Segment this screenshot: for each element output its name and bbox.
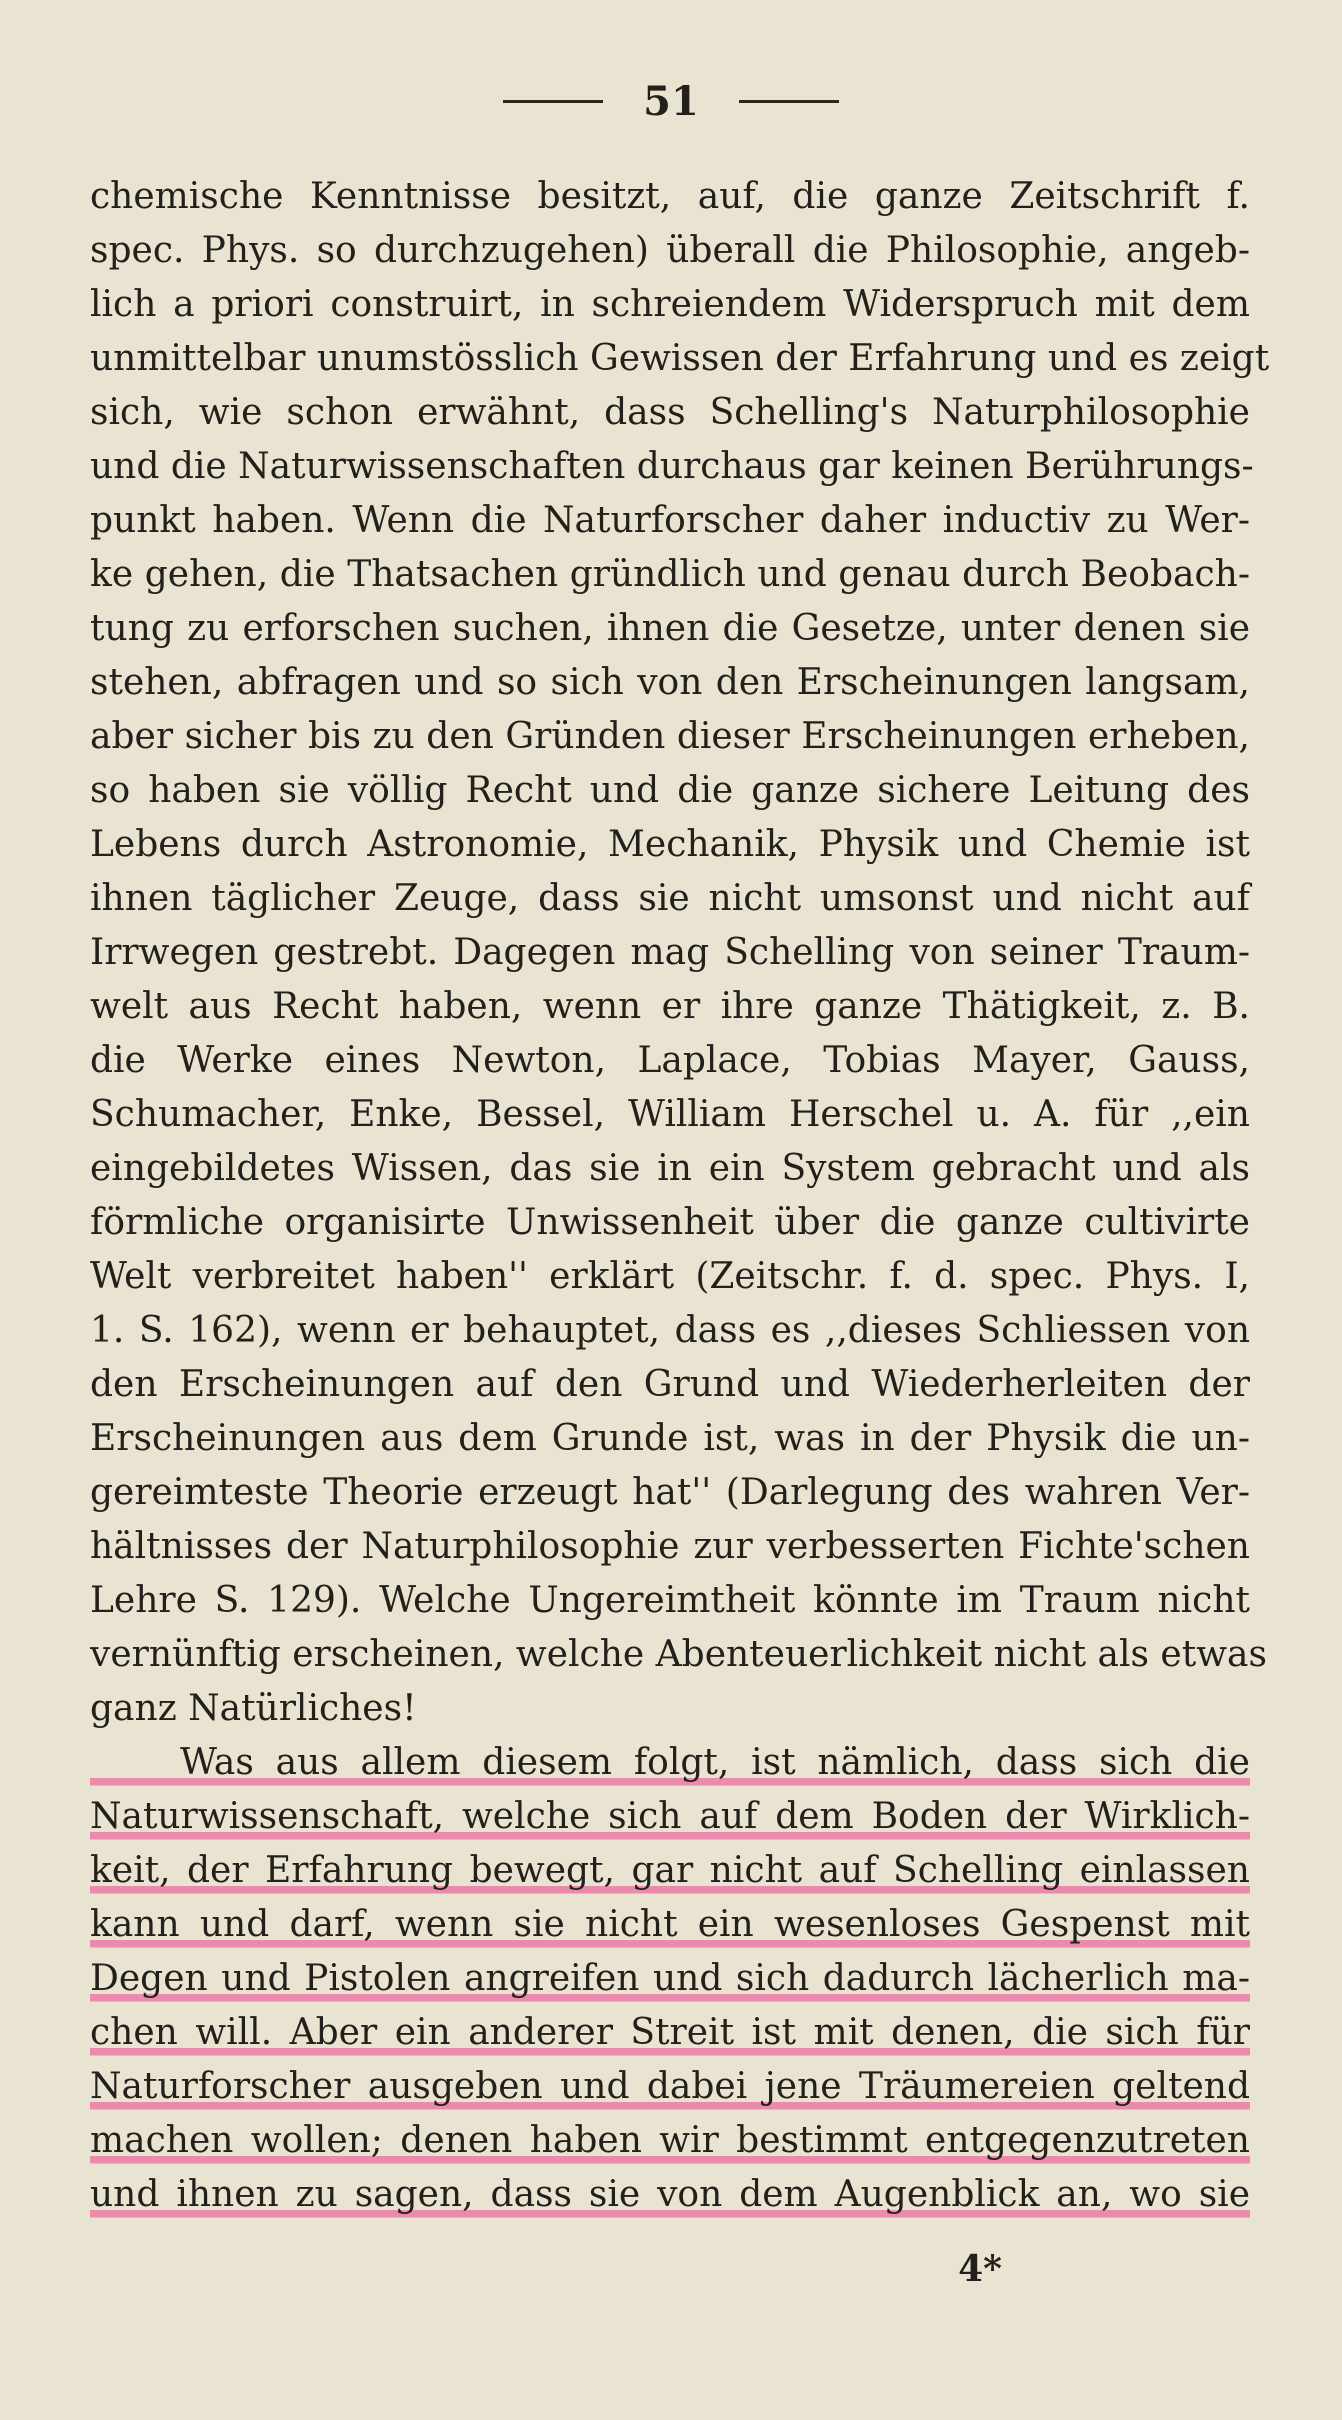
text-line: ihnen täglicher Zeuge, dass sie nicht umsonst und nicht auf <box>90 878 1250 919</box>
text-line: welt aus Recht haben, wenn er ihre ganze Thätigkeit, z. B. <box>90 986 1250 1027</box>
header-rule-left <box>503 100 603 103</box>
text-line: stehen, abfragen und so sich von den Erscheinungen langsam, <box>90 662 1250 703</box>
text-line: Lebens durch Astronomie, Mechanik, Physik und Chemie ist <box>90 824 1250 865</box>
text-line: Welt verbreitet haben'' erklärt (Zeitschr. f. d. spec. Phys. I, <box>90 1256 1250 1297</box>
text-line: Lehre S. 129). Welche Ungereimtheit könnte im Traum nicht <box>90 1580 1250 1621</box>
highlighted-line: Naturwissenschaft, welche sich auf dem Boden der Wirklich- <box>90 1790 1250 1844</box>
page-number: 51 <box>643 78 699 125</box>
highlighted-line: Naturforscher ausgeben und dabei jene Träumereien geltend <box>90 2060 1250 2114</box>
page-header <box>0 78 1342 125</box>
text-line: so haben sie völlig Recht und die ganze sichere Leitung des <box>90 770 1250 811</box>
text-line: 1. S. 162), wenn er behauptet, dass es ,,dieses Schliessen von <box>90 1310 1250 1351</box>
text-line: den Erscheinungen auf den Grund und Wiederherleiten der <box>90 1364 1250 1405</box>
text-line: eingebildetes Wissen, das sie in ein System gebracht und als <box>90 1148 1250 1189</box>
highlighted-line: kann und darf, wenn sie nicht ein wesenloses Gespenst mit <box>90 1898 1250 1952</box>
text-line: chemische Kenntnisse besitzt, auf, die ganze Zeitschrift f. <box>90 176 1250 217</box>
signature-mark: 4* <box>958 2248 1002 2290</box>
text-line: spec. Phys. so durchzugehen) überall die Philosophie, angeb- <box>90 230 1250 271</box>
header-rule-right <box>739 100 839 103</box>
text-line: Irrwegen gestrebt. Dagegen mag Schelling von seiner Traum- <box>90 932 1250 973</box>
highlighted-line: Was aus allem diesem folgt, ist nämlich, dass sich die <box>90 1736 1250 1790</box>
text-line: sich, wie schon erwähnt, dass Schelling's Naturphilosophie <box>90 392 1250 433</box>
text-line: tung zu erforschen suchen, ihnen die Gesetze, unter denen sie <box>90 608 1250 649</box>
text-line: gereimteste Theorie erzeugt hat'' (Darlegung des wahren Ver- <box>90 1472 1250 1513</box>
text-line: punkt haben. Wenn die Naturforscher daher inductiv zu Wer- <box>90 500 1250 541</box>
text-line: hältnisses der Naturphilosophie zur verbesserten Fichte'schen <box>90 1526 1250 1567</box>
text-line: ke gehen, die Thatsachen gründlich und genau durch Beobach- <box>90 554 1250 595</box>
text-line: unmittelbar unumstösslich Gewissen der Erfahrung und es zeigt <box>90 338 1270 379</box>
text-line: ganz Natürliches! <box>90 1688 417 1729</box>
highlighted-line: Degen und Pistolen angreifen und sich dadurch lächerlich ma- <box>90 1952 1250 2006</box>
highlighted-line: chen will. Aber ein anderer Streit ist mit denen, die sich für <box>90 2006 1250 2060</box>
highlighted-line: machen wollen; denen haben wir bestimmt entgegenzutreten <box>90 2114 1250 2168</box>
text-line: die Werke eines Newton, Laplace, Tobias Mayer, Gauss, <box>90 1040 1250 1081</box>
highlighted-line: und ihnen zu sagen, dass sie von dem Augenblick an, wo sie <box>90 2168 1250 2222</box>
text-line: und die Naturwissenschaften durchaus gar keinen Berührungs- <box>90 446 1254 487</box>
text-line: Erscheinungen aus dem Grunde ist, was in der Physik die un- <box>90 1418 1250 1459</box>
text-line: aber sicher bis zu den Gründen dieser Erscheinungen erheben, <box>90 716 1250 757</box>
text-line: lich a priori construirt, in schreiendem Widerspruch mit dem <box>90 284 1250 325</box>
text-line: förmliche organisirte Unwissenheit über die ganze cultivirte <box>90 1202 1250 1243</box>
highlighted-line: keit, der Erfahrung bewegt, gar nicht auf Schelling einlassen <box>90 1844 1250 1898</box>
text-line: vernünftig erscheinen, welche Abenteuerlichkeit nicht als etwas <box>90 1634 1267 1675</box>
text-line: Schumacher, Enke, Bessel, William Herschel u. A. für ,,ein <box>90 1094 1250 1135</box>
body-text <box>90 170 1270 2222</box>
